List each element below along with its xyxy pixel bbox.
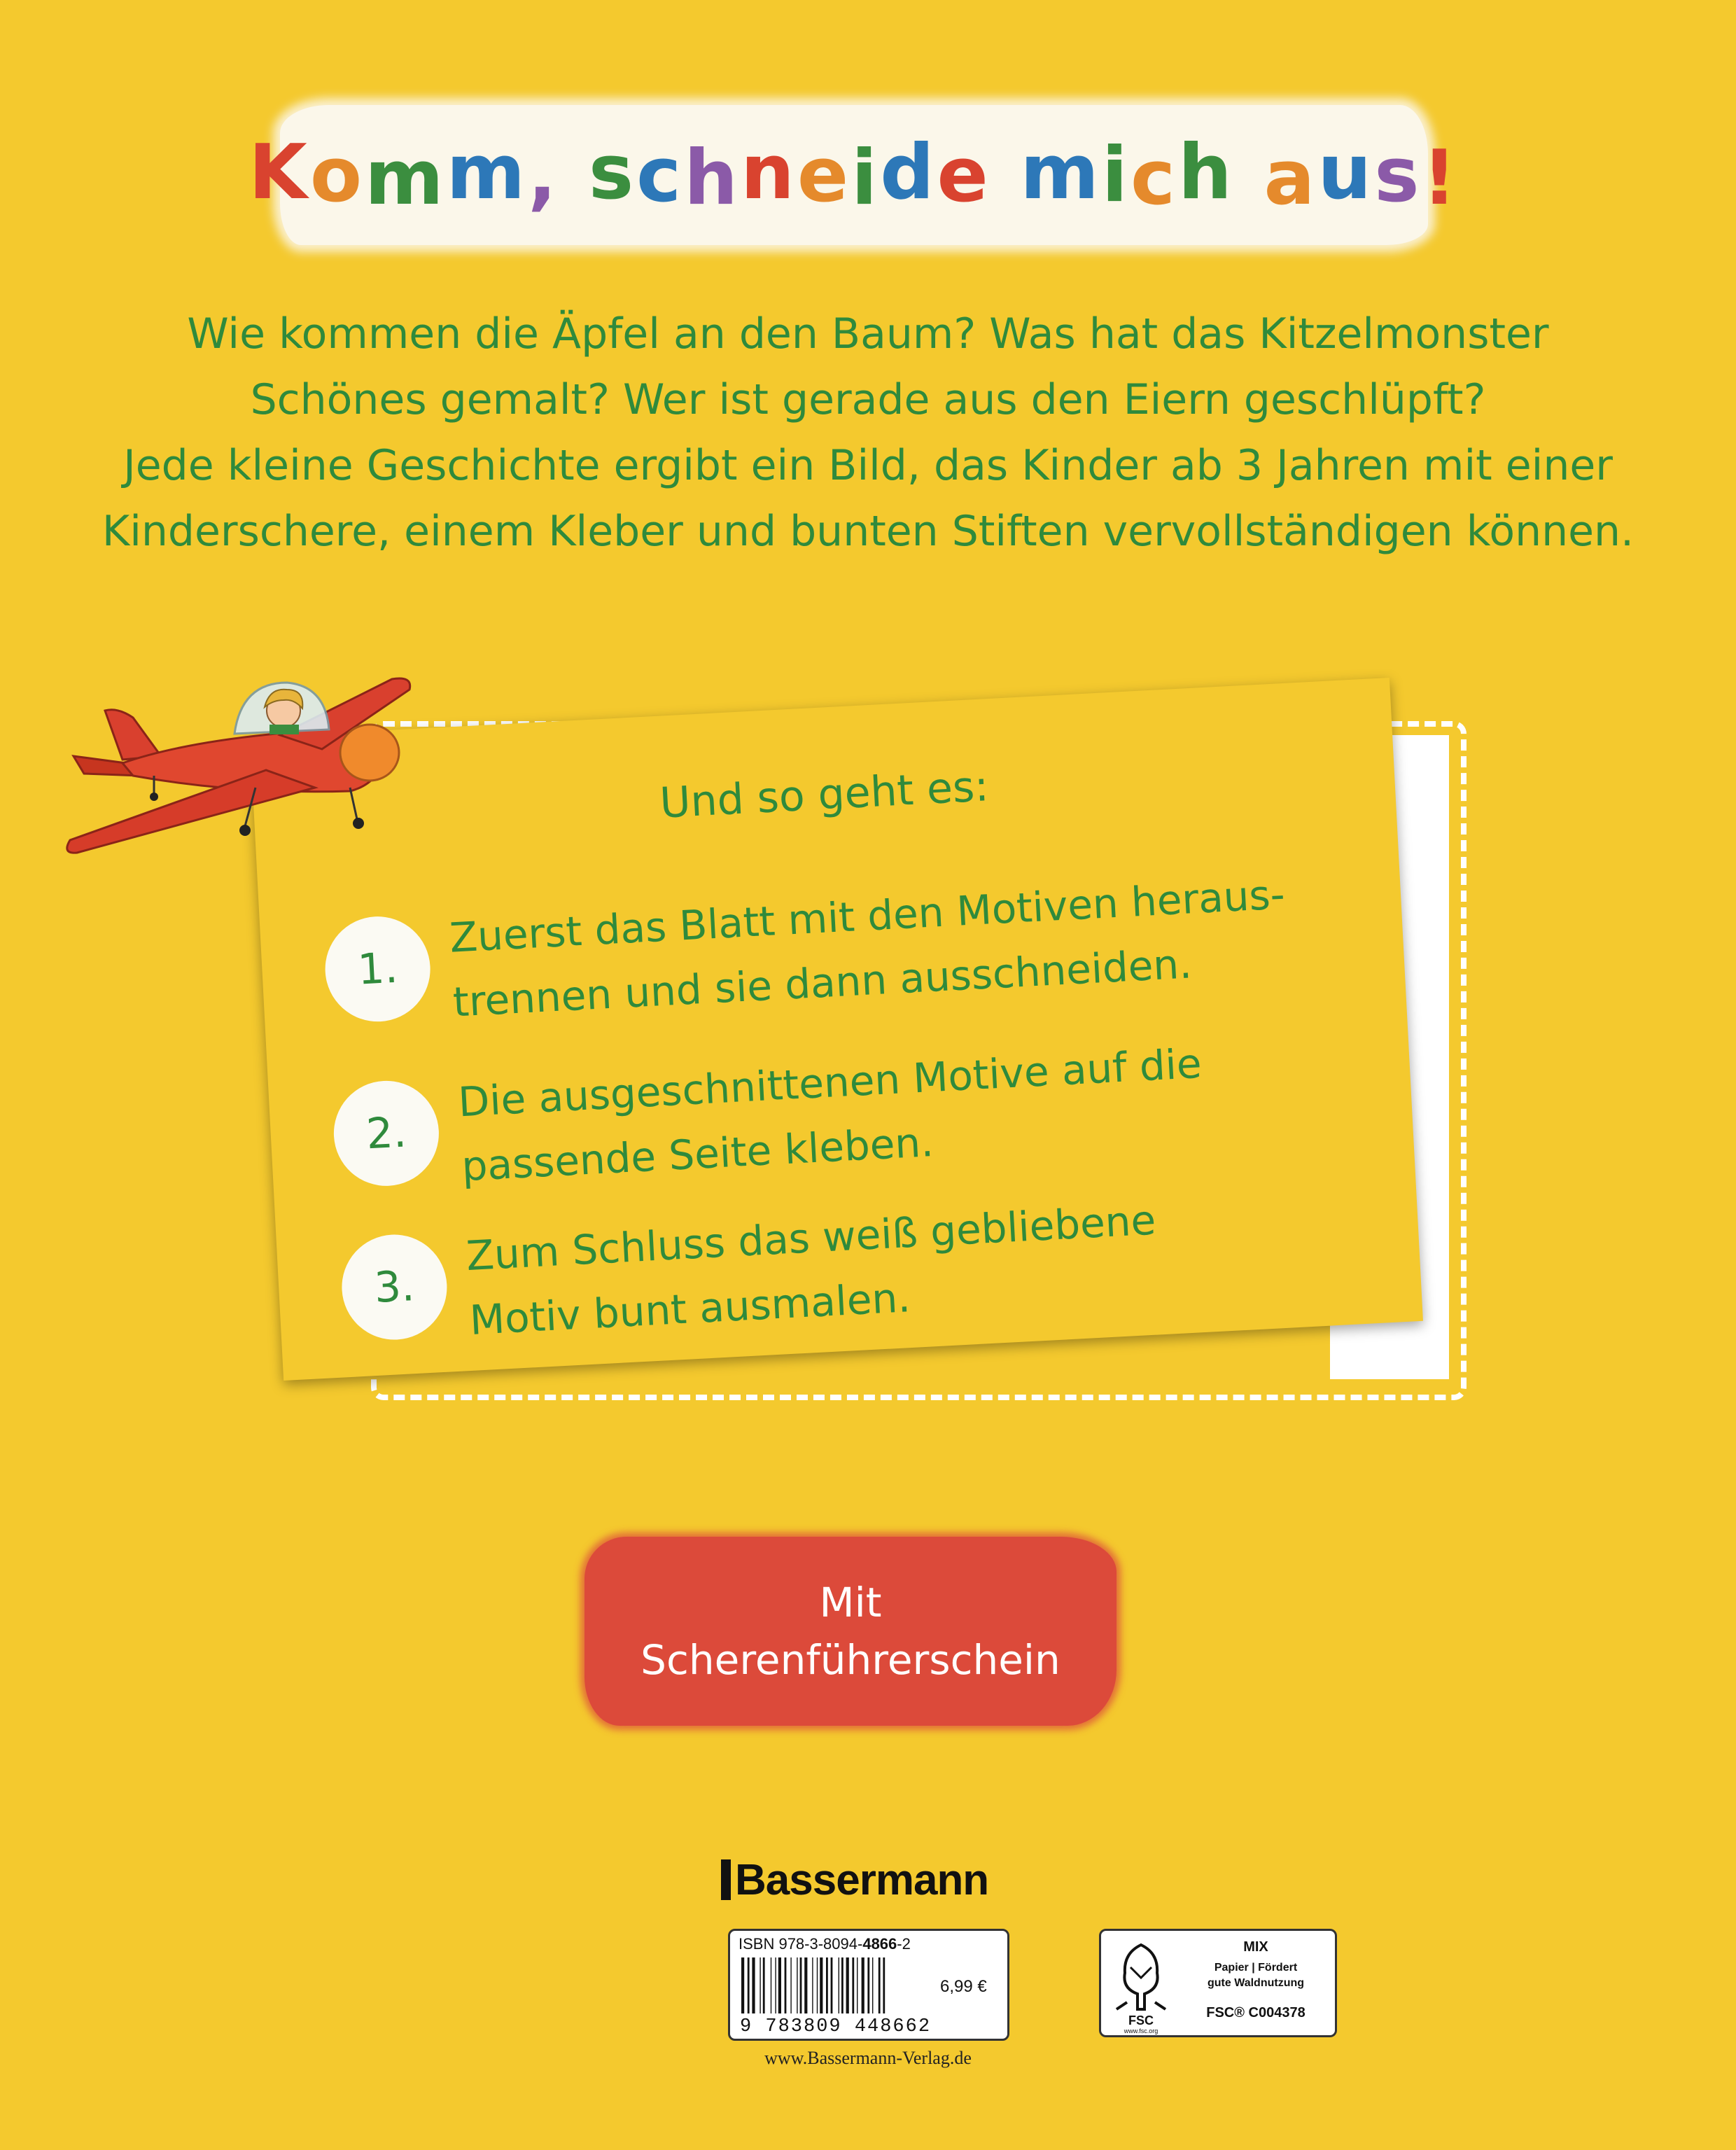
fsc-certification-box [1099,1929,1337,2037]
title-letter: u [1317,128,1375,216]
barcode-bar [785,1957,787,2013]
fsc-mix-label: MIX [1243,1939,1268,1955]
step-text-line: passende Seite kleben. [460,1118,935,1191]
publisher-bar-mark [721,1859,731,1900]
price: 6,99 € [940,1977,987,1996]
title-letter: s [1374,131,1422,219]
barcode-bar [790,1957,791,2013]
title-letter: o [309,131,365,219]
step-text [465,1176,1380,1353]
scissors-license-badge [584,1537,1116,1726]
airplane-nose [340,725,399,781]
title-letter: e [937,131,991,219]
title-letter: a [1264,134,1318,222]
intro-line: Jede kleine Geschichte ergibt ein Bild, das Kinder ab 3 Jahren mit einer [123,441,1613,490]
title-letter: d [880,128,937,216]
barcode-bar [852,1957,854,2013]
step-number-circle: 1. [323,914,433,1024]
fsc-logo-label: FSC [1128,2013,1154,2027]
title-letter: , [528,131,560,219]
title-letter: c [1130,134,1178,222]
title-letter: m [1020,128,1102,216]
airplane-illustration [56,651,448,875]
title-letter [991,134,1021,222]
barcode-bar [752,1957,755,2013]
isbn-prefix: ISBN 978-3-8094- [738,1935,863,1953]
isbn-suffix: -2 [897,1935,911,1953]
intro-line: Wie kommen die Äpfel an den Baum? Was hat das Kitzelmonster [187,309,1549,358]
barcode-bar [867,1957,869,2013]
intro-paragraph [70,301,1666,564]
barcode-bar [831,1957,833,2013]
badge-line: Scherenführerschein [640,1636,1060,1684]
barcode-bar [872,1957,873,2013]
book-title [248,105,1460,245]
barcode-bar [775,1957,776,2013]
isbn-number [738,1935,911,1953]
title-letter: e [797,131,852,219]
barcode-bar [741,1957,744,2013]
landing-gear-strut [350,788,357,819]
barcode-bar [846,1957,849,2013]
title-letter: c [636,131,685,219]
barcode-bar [841,1957,844,2013]
barcode [740,1957,922,2013]
barcode-bar [857,1957,858,2013]
barcode-bar [763,1957,765,2013]
publisher-name: Bassermann [735,1855,989,1904]
intro-line: Kinderschere, einem Kleber und bunten Stiften vervollständigen können. [102,507,1634,556]
title-letter: h [1177,128,1235,216]
barcode-bar [878,1957,881,2013]
barcode-bar [812,1957,813,2013]
isbn-bold-part: 4866 [862,1935,897,1953]
instruction-step-1 [322,851,1364,1038]
title-letter [559,134,589,222]
barcode-bar [817,1957,818,2013]
instruction-heading: Und so geht es: [658,762,990,828]
badge-line: Mit [819,1579,882,1626]
title-letter: m [365,134,447,222]
publisher-website: www.Bassermann-Verlag.de [764,2048,972,2068]
barcode-bar [862,1957,864,2013]
publisher-logo [721,1855,988,1904]
title-letter: i [1101,131,1130,219]
barcode-bar [748,1957,750,2013]
fsc-description: Papier | Fördert [1214,1962,1298,1974]
step-text-line: Zuerst das Blatt mit den Motiven heraus- [448,870,1287,962]
step-text [456,1022,1372,1199]
title-letter: n [741,128,797,216]
step-number-circle: 3. [340,1232,450,1343]
title-letter: i [851,134,881,222]
step-number-circle: 2. [331,1078,442,1189]
step-text-line: Zum Schluss das weiß gebliebene [465,1196,1157,1280]
barcode-bar [804,1957,807,2013]
title-letter [1235,132,1264,219]
title-letter: K [248,128,310,216]
step-text-line: trennen und sie dann ausschneiden. [451,940,1194,1026]
intro-line: Schönes gemalt? Wer ist gerade aus den Eiern geschlüpft? [250,375,1486,424]
step-text-line: Motiv bunt ausmalen. [468,1273,912,1344]
barcode-bar [820,1957,822,2013]
pilot-shirt [270,725,299,734]
airplane-tail [105,710,161,760]
fsc-license-code: FSC® C004378 [1206,2005,1306,2020]
step-text-line: Die ausgeschnittenen Motive auf die [456,1039,1203,1126]
barcode-bar [778,1957,781,2013]
barcode-bar [800,1957,802,2013]
ean-number: 9 783809 448662 [740,2016,932,2037]
instruction-step-2 [330,1015,1372,1202]
barcode-bar [883,1957,885,2013]
fsc-description: gute Waldnutzung [1207,1977,1305,1989]
title-letter: h [684,134,741,222]
landing-gear-wheel [353,818,364,829]
barcode-bar [826,1957,828,2013]
instruction-step-3 [339,1169,1380,1356]
fsc-url: www.fsc.org [1124,2027,1158,2034]
title-letter: ! [1422,134,1460,222]
title-letter: s [588,128,637,216]
isbn-barcode-box [728,1929,1009,2041]
tail-gear-wheel [150,793,158,801]
step-text [448,858,1364,1035]
landing-gear-wheel [239,825,251,836]
title-letter: m [446,128,528,216]
